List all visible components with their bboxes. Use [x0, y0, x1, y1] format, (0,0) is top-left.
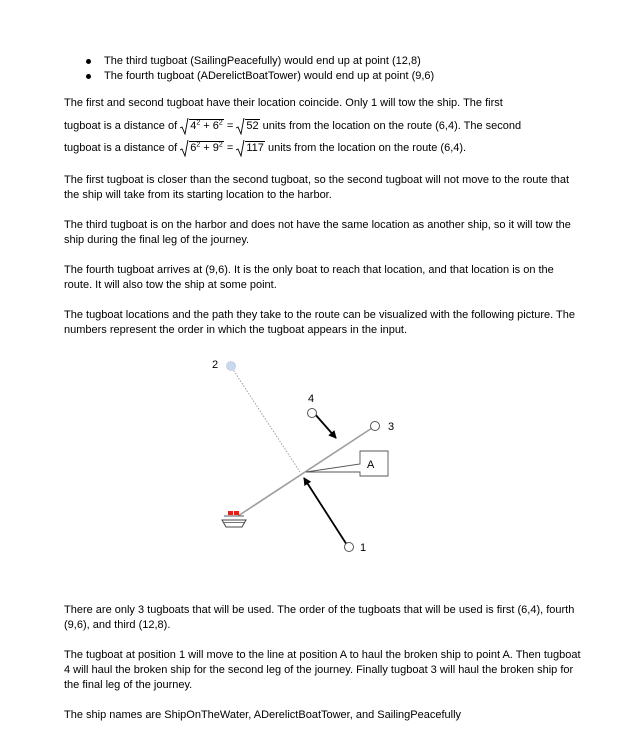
equals: = [226, 142, 237, 154]
paragraph-visualization: The tugboat locations and the path they take to the route can be visualized with the following picture. The numbers represent the order in which the tugboat appears in the input. [64, 309, 576, 336]
tugboat-bullet-list [84, 54, 434, 84]
rad1-b: 6 [212, 120, 219, 132]
rad2-value: 52 [246, 120, 259, 132]
distance-paragraph [64, 96, 582, 159]
sqrt-expression-1 [180, 115, 224, 137]
plus: + [203, 142, 210, 154]
rad2-a: 6 [190, 142, 197, 154]
exp: 2 [218, 141, 223, 149]
tugboat-2-label: 2 [212, 359, 219, 371]
equals: = [226, 120, 237, 132]
rad3-value: 117 [246, 142, 264, 154]
bullet-item: The third tugboat (SailingPeacefully) would end up at point (12,8) [84, 54, 434, 69]
exp: 2 [196, 141, 201, 149]
tugboat-3-label: 3 [388, 421, 395, 433]
rad1-a: 4 [190, 120, 197, 132]
sqrt-expression-2 [236, 115, 259, 137]
exp: 2 [196, 119, 201, 127]
tugboat-4-label: 4 [308, 393, 315, 405]
rad2-b: 9 [212, 142, 219, 154]
tug1-path [304, 478, 347, 545]
tugboat-1-marker [345, 543, 354, 552]
paragraph-fourth-tugboat: The fourth tugboat arrives at (9,6). It is the only boat to reach that location, and that location is on the route. It will also tow the ship at some point. [64, 264, 554, 291]
radical-sign-icon [180, 139, 189, 157]
line3-prefix: tugboat is a distance of [64, 142, 178, 154]
tugboat-4-marker [308, 409, 317, 418]
point-a-label: A [367, 459, 375, 471]
tug2-path [232, 368, 300, 472]
line2-prefix: tugboat is a distance of [64, 120, 178, 132]
bullet-item: The fourth tugboat (ADerelictBoatTower) would end up at point (9,6) [84, 69, 434, 84]
line3-suffix: units from the location on the route (6,4). [264, 142, 467, 154]
para1-line2 [64, 115, 582, 137]
tugboat-2-marker [227, 362, 236, 371]
para1-line3 [64, 137, 582, 159]
exp: 2 [218, 119, 223, 127]
plus: + [203, 120, 210, 132]
paragraph-closer: The first tugboat is closer than the second tugboat, so the second tugboat will not move to the route that the ship will take from its starting location to the harbor. [64, 174, 570, 201]
sqrt-expression-4 [236, 137, 265, 159]
paragraph-third-tugboat: The third tugboat is on the harbor and does not have the same location as another ship, so it will tow the ship during the final leg of the journey. [64, 219, 571, 246]
para1-line1: The first and second tugboat have their location coincide. Only 1 will tow the ship. The first [64, 97, 503, 109]
paragraph-ship-names: The ship names are ShipOnTheWater, ADerelictBoatTower, and SailingPeacefully [64, 709, 462, 721]
sqrt-expression-3 [180, 137, 224, 159]
tugboat-1-label: 1 [360, 542, 367, 554]
paragraph-tugboats-used: There are only 3 tugboats that will be used. The order of the tugboats that will be used is first (6,4), fourth (9,6), and third (12,8). [64, 604, 575, 631]
paragraph-haul-order: The tugboat at position 1 will move to the line at position A to haul the broken ship to point A. Then tugboat 4 will haul the broken ship for the second leg of the journey. Finally tugboat 3 will haul the broken ship for the final leg of the journey. [64, 649, 581, 691]
tugboat-diagram [200, 350, 440, 560]
radical-sign-icon [180, 117, 189, 135]
tugboat-3-marker [371, 422, 380, 431]
tug4-path [314, 413, 336, 438]
line2-suffix: units from the location on the route (6,4). The second [259, 120, 522, 132]
